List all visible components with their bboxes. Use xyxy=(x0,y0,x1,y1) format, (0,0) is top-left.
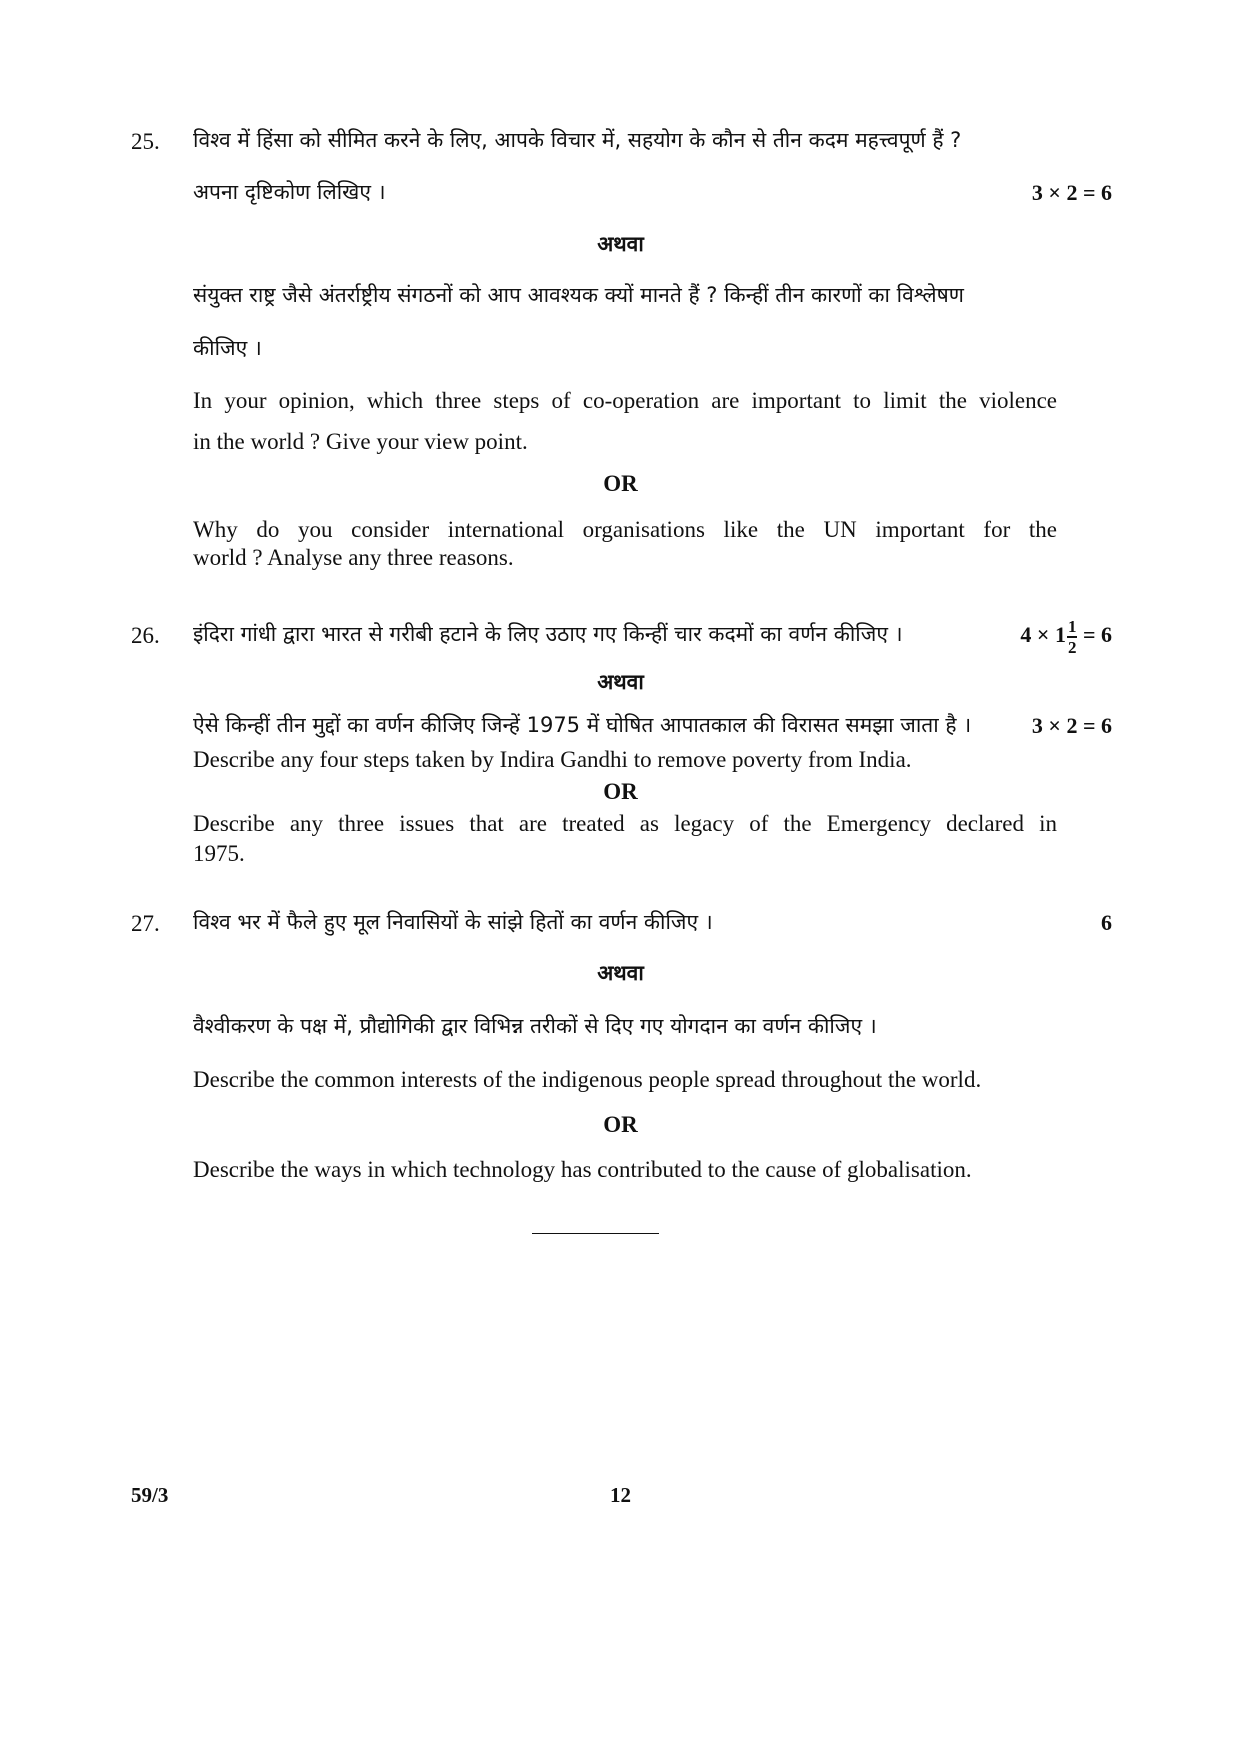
q27-marks: 6 xyxy=(1101,910,1112,935)
q26-hindi-alt-line1: ऐसे किन्हीं तीन मुद्दों का वर्णन कीजिए जिन्हें 1975 में घोषित आपातकाल की विरासत समझा जाता है । xyxy=(193,713,972,737)
q26-marks-fraction-denominator: 2 xyxy=(1067,637,1077,657)
q27-hindi-alt-line1: वैश्वीकरण के पक्ष में, प्रौद्योगिकी द्वार विभिन्न तरीकों से दिए गए योगदान का वर्णन कीजिए । xyxy=(193,1014,877,1038)
q27-athva: अथवा xyxy=(597,961,644,985)
q27-hindi-line1: विश्व भर में फैले हुए मूल निवासियों के सांझे हितों का वर्णन कीजिए । xyxy=(193,910,713,934)
q26-hindi-line1: इंदिरा गांधी द्वारा भारत से गरीबी हटाने के लिए उठाए गए किन्हीं चार कदमों का वर्णन कीजिए । xyxy=(193,622,903,646)
q27-english-line1: Describe the common interests of the indigenous people spread throughout the world. xyxy=(193,1067,982,1092)
q27-number: 27. xyxy=(131,911,160,936)
q25-hindi-line2: अपना दृष्टिकोण लिखिए । xyxy=(193,180,386,204)
q25-english-line1: In your opinion, which three steps of co-operation are important to limit the violence xyxy=(193,388,1057,413)
q25-hindi-line1: विश्व में हिंसा को सीमित करने के लिए, आपके विचार में, सहयोग के कौन से तीन कदम महत्त्वपूर्ण हैं ? xyxy=(193,128,962,152)
q25-or: OR xyxy=(603,471,638,496)
q25-marks: 3 × 2 = 6 xyxy=(1031,180,1112,205)
q26-english-alt-line1: Describe any three issues that are treated as legacy of the Emergency declared in xyxy=(193,811,1057,836)
q25-english-alt-line2: world ? Analyse any three reasons. xyxy=(193,545,514,570)
q26-marks xyxy=(1020,606,1112,664)
q26-number: 26. xyxy=(131,623,160,648)
q26-english-line1: Describe any four steps taken by Indira Gandhi to remove poverty from India. xyxy=(193,747,912,772)
footer-code: 59/3 xyxy=(131,1483,169,1507)
q25-athva: अथवा xyxy=(597,232,644,256)
q26-athva: अथवा xyxy=(597,670,644,694)
q27-english-alt-line1: Describe the ways in which technology has contributed to the cause of globalisation. xyxy=(193,1157,972,1182)
q25-hindi-alt-line2: कीजिए । xyxy=(193,336,262,360)
q26-english-alt-line2: 1975. xyxy=(193,841,245,866)
q26-marks-suffix: = 6 xyxy=(1082,622,1112,647)
q26-alt-marks: 3 × 2 = 6 xyxy=(1031,713,1112,738)
end-rule xyxy=(532,1233,659,1234)
q25-hindi-alt-line1: संयुक्त राष्ट्र जैसे अंतर्राष्ट्रीय संगठनों को आप आवश्यक क्यों मानते हैं ? किन्हीं तीन कारणों का विश्लेषण xyxy=(193,283,964,307)
footer-page-number: 12 xyxy=(610,1483,631,1507)
q25-english-alt-line1: Why do you consider international organisations like the UN important for the xyxy=(193,517,1057,542)
q26-marks-fraction xyxy=(1067,618,1078,656)
q25-number: 25. xyxy=(131,129,160,154)
q26-marks-fraction-numerator: 1 xyxy=(1067,616,1077,636)
q25-english-line2: in the world ? Give your view point. xyxy=(193,429,528,454)
q26-marks-prefix: 4 × 1 xyxy=(1020,622,1066,647)
q27-or: OR xyxy=(603,1112,638,1137)
q26-or: OR xyxy=(603,779,638,804)
